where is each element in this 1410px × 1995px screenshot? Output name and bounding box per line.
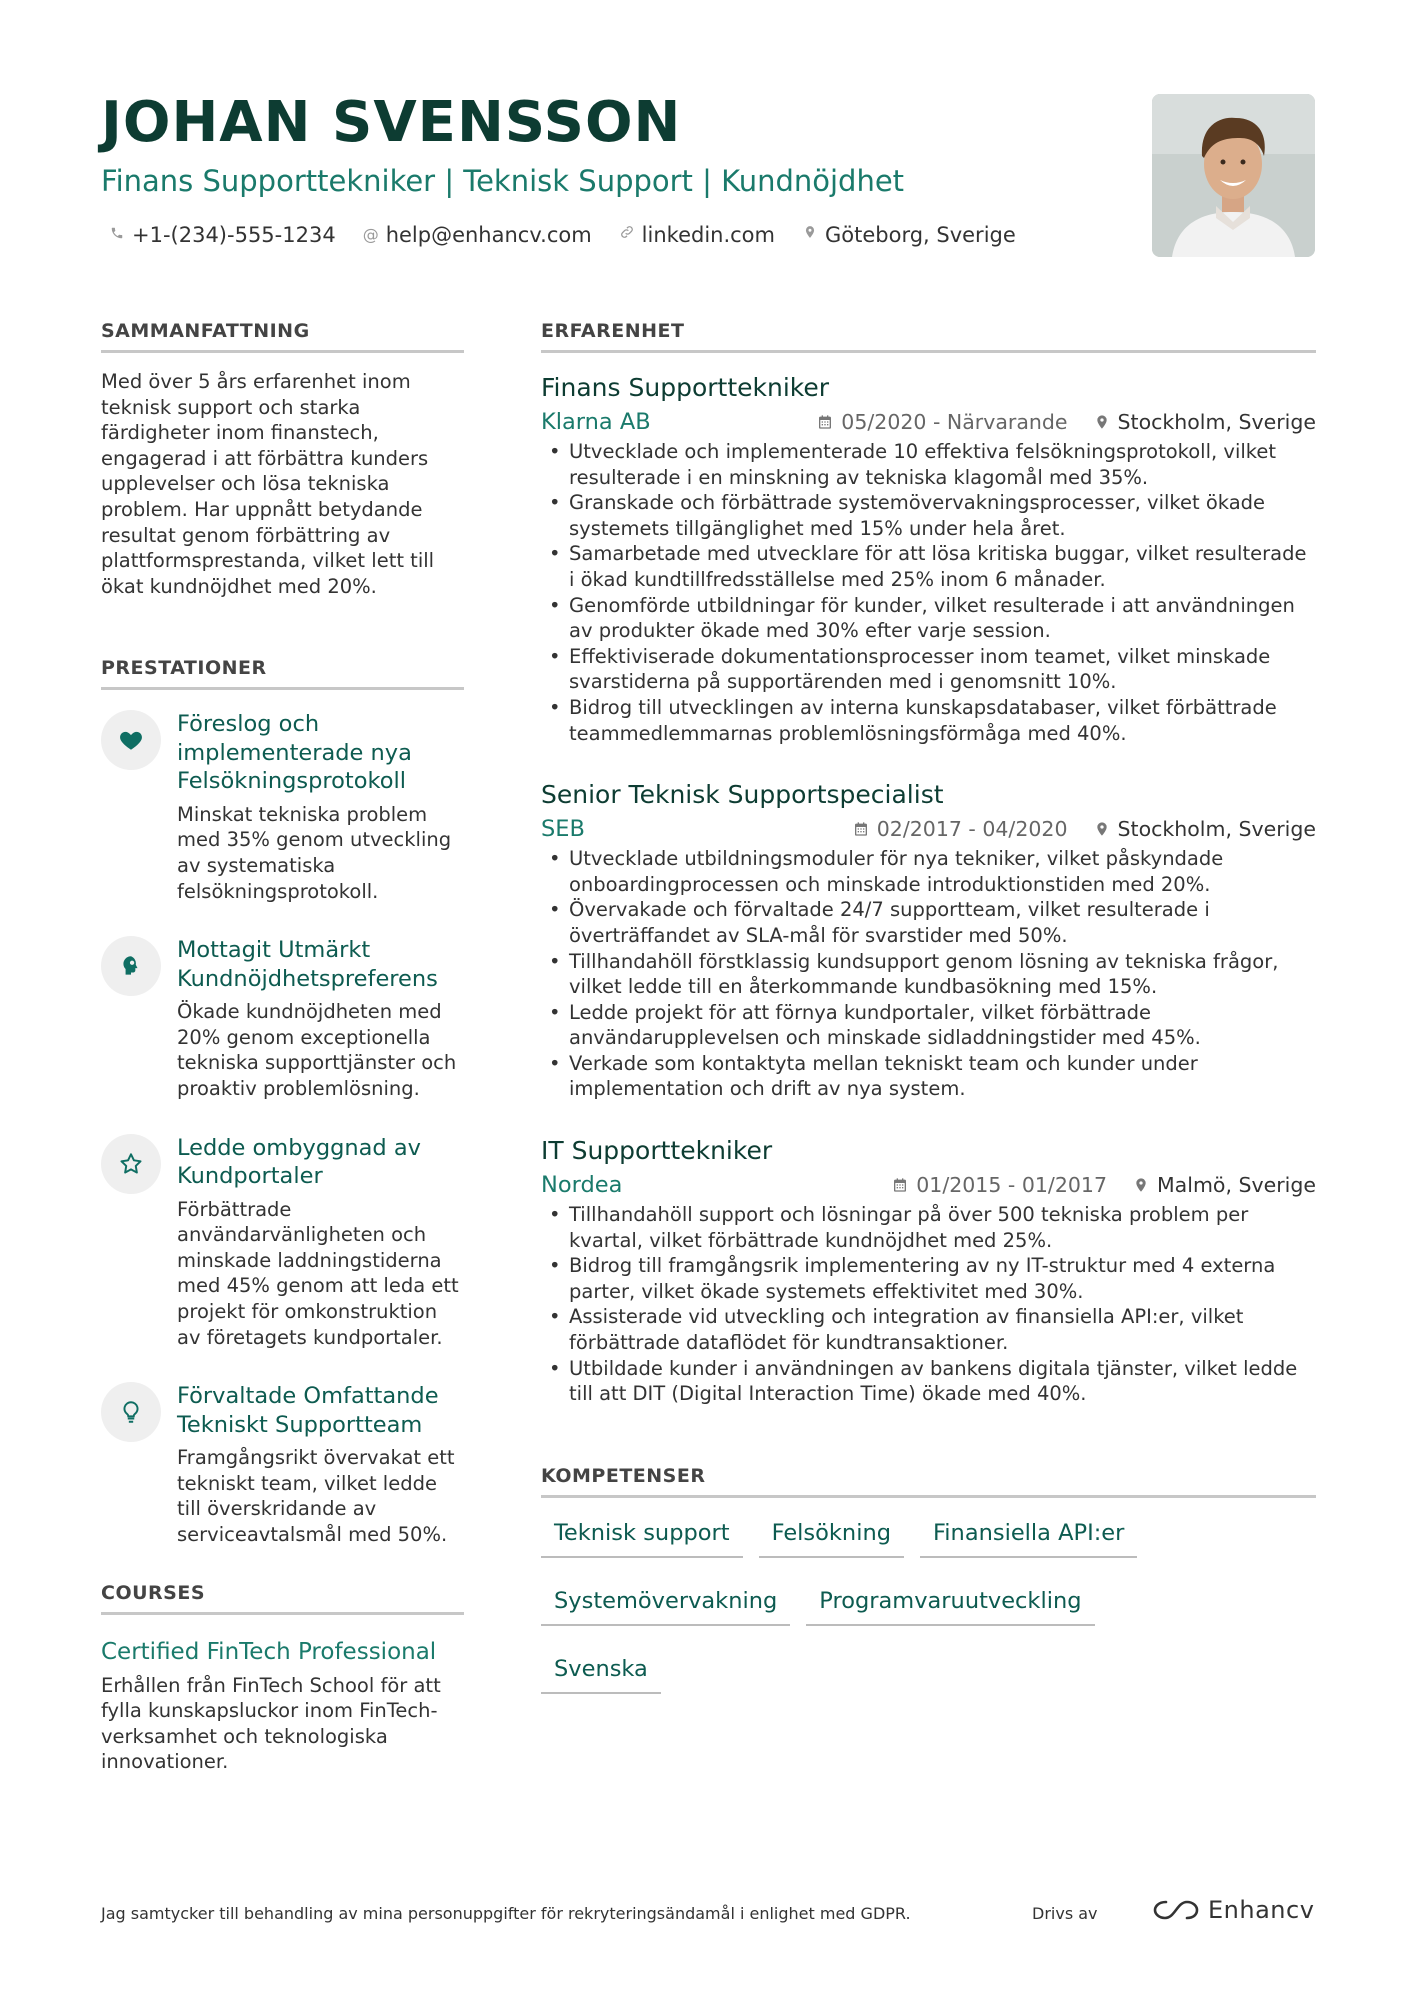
job-location: Stockholm, Sverige bbox=[1117, 410, 1316, 434]
brain-icon bbox=[101, 936, 161, 996]
job-bullets bbox=[541, 846, 1316, 1102]
contact-email-text: help@enhancv.com bbox=[385, 223, 592, 247]
candidate-name: JOHAN SVENSSON bbox=[101, 90, 682, 155]
skills-list bbox=[541, 1510, 1181, 1694]
courses-section bbox=[101, 1580, 464, 1775]
contact-bar bbox=[108, 220, 1016, 250]
contact-linkedin-text: linkedin.com bbox=[641, 223, 775, 247]
bullet-item: • Bidrog till framgångsrik implementering av ny IT-struktur med 4 externa parter, vilket ökade systemets effektivitet med 30%. bbox=[541, 1253, 1316, 1304]
enhancv-logo-icon bbox=[1152, 1897, 1200, 1923]
bullet-item: • Utbildade kunder i användningen av bankens digitala tjänster, vilket ledde till att DIT (Digital Interaction Time) ökade med 40%. bbox=[541, 1356, 1316, 1407]
contact-location bbox=[801, 220, 1016, 250]
heart-icon bbox=[101, 710, 161, 770]
summary-text: Med över 5 års erfarenhet inom teknisk support och starka färdigheter inom finanstech, engagerad i att förbättra kunders upplevelser och lösa tekniska problem. Har uppnått betydande resultat genom förbättring av plattformsprestanda, vilket lett till ökat kundnöjdhet med 20%. bbox=[101, 370, 435, 598]
job-company: Klarna AB bbox=[541, 409, 651, 435]
bullet-item: • Tillhandahöll förstklassig kundsupport genom lösning av tekniska frågor, vilket ledde till en återkommande kundbasökning med 15%. bbox=[541, 949, 1316, 1000]
job-title: IT Supporttekniker bbox=[541, 1136, 773, 1166]
calendar-icon bbox=[892, 1177, 908, 1193]
phone-icon bbox=[108, 220, 126, 250]
achievement-title: Föreslog och implementerade nya Felsökningsprotokoll bbox=[177, 711, 412, 795]
achievement-item bbox=[101, 710, 464, 904]
achievement-description: Minskat tekniska problem med 35% genom utveckling av systematiska felsökningsprotokoll. bbox=[177, 802, 452, 903]
achievement-title: Förvaltade Omfattande Tekniskt Supportteam bbox=[177, 1383, 439, 1438]
job-entry bbox=[541, 778, 1316, 1102]
bullet-item: • Verkade som kontaktyta mellan tekniskt team och kunder under implementation och drift av nya system. bbox=[541, 1051, 1316, 1102]
job-date: 02/2017 - 04/2020 bbox=[876, 817, 1068, 842]
contact-linkedin[interactable] bbox=[618, 220, 775, 250]
lightbulb-icon bbox=[101, 1382, 161, 1442]
bullet-item: • Ledde projekt för att förnya kundportaler, vilket förbättrade användarupplevelsen och minskade sidladdningstider med 45%. bbox=[541, 1000, 1316, 1051]
skill-tag: Systemövervakning bbox=[541, 1578, 790, 1626]
achievement-title: Mottagit Utmärkt Kundnöjdhetspreferens bbox=[177, 937, 438, 992]
experience-heading: ERFARENHET bbox=[541, 318, 1316, 353]
contact-location-text: Göteborg, Sverige bbox=[824, 223, 1016, 247]
skills-section bbox=[541, 1463, 1316, 1694]
bullet-item: • Utvecklade utbildningsmoduler för nya tekniker, vilket påskyndade onboardingprocessen och minskade introduktionstiden med 20%. bbox=[541, 846, 1316, 897]
job-location: Malmö, Sverige bbox=[1157, 1173, 1316, 1198]
summary-section bbox=[101, 318, 464, 599]
link-icon bbox=[618, 220, 636, 250]
location-pin-icon bbox=[801, 220, 819, 250]
skill-tag: Svenska bbox=[541, 1646, 661, 1694]
calendar-icon bbox=[817, 414, 833, 430]
calendar-icon bbox=[853, 821, 869, 837]
job-date: 05/2020 - Närvarande bbox=[841, 410, 1068, 434]
powered-by-label: Drivs av bbox=[1032, 1904, 1098, 1923]
profile-photo bbox=[1152, 94, 1315, 257]
gdpr-consent: Jag samtycker till behandling av mina personuppgifter för rekryteringsändamål i enlighet med GDPR. bbox=[101, 1904, 911, 1923]
job-company: SEB bbox=[541, 816, 585, 843]
contact-phone-text: +1-(234)-555-1234 bbox=[132, 223, 336, 247]
skill-tag: Felsökning bbox=[759, 1510, 904, 1558]
achievement-title: Ledde ombyggnad av Kundportaler bbox=[177, 1134, 421, 1190]
achievement-item bbox=[101, 1134, 464, 1351]
skill-tag: Finansiella API:er bbox=[920, 1510, 1137, 1558]
course-description: Erhållen från FinTech School för att fylla kunskapsluckor inom FinTech-verksamhet och teknologiska innovationer. bbox=[101, 1673, 441, 1774]
skill-tag: Programvaruutveckling bbox=[806, 1578, 1094, 1626]
skills-heading: KOMPETENSER bbox=[541, 1463, 1316, 1498]
summary-heading: SAMMANFATTNING bbox=[101, 318, 464, 353]
location-pin-icon bbox=[1133, 1177, 1149, 1193]
courses-heading: COURSES bbox=[101, 1580, 464, 1615]
candidate-tagline: Finans Supporttekniker | Teknisk Support | Kundnöjdhet bbox=[101, 164, 905, 198]
bullet-item: • Genomförde utbildningar för kunder, vilket resulterade i att användningen av produkter ökade med 30% efter varje session. bbox=[541, 593, 1316, 644]
achievements-section bbox=[101, 655, 464, 1547]
left-column bbox=[101, 318, 464, 1775]
enhancv-brand: Enhancv bbox=[1208, 1896, 1315, 1924]
bullet-item: • Samarbetade med utvecklare för att lösa kritiska buggar, vilket resulterade i ökad kundtillfredsställelse med 25% inom 6 månader. bbox=[541, 541, 1316, 592]
bullet-item: • Bidrog till utvecklingen av interna kunskapsdatabaser, vilket förbättrade teammedlemmarnas problemlösningsförmåga med 40%. bbox=[541, 695, 1316, 746]
contact-email[interactable] bbox=[362, 220, 592, 250]
contact-phone[interactable] bbox=[108, 220, 336, 250]
experience-section bbox=[541, 318, 1316, 1407]
enhancv-logo[interactable] bbox=[1152, 1896, 1314, 1924]
bullet-item: • Utvecklade och implementerade 10 effektiva felsökningsprotokoll, vilket resulterade i en minskning av tekniska klagomål med 35%. bbox=[541, 439, 1316, 490]
skill-tag: Teknisk support bbox=[541, 1510, 743, 1558]
location-pin-icon bbox=[1094, 821, 1110, 837]
achievements-heading: PRESTATIONER bbox=[101, 655, 464, 690]
job-date: 01/2015 - 01/2017 bbox=[916, 1173, 1107, 1198]
job-bullets bbox=[541, 1202, 1316, 1407]
bullet-item: • Assisterade vid utveckling och integration av finansiella API:er, vilket förbättrade dataflödet för kundtransaktioner. bbox=[541, 1304, 1316, 1355]
job-company: Nordea bbox=[541, 1172, 623, 1199]
bullet-item: • Effektiviserade dokumentationsprocesser inom teamet, vilket minskade svarstiderna på supportärenden med i genomsnitt 10%. bbox=[541, 644, 1316, 695]
job-location: Stockholm, Sverige bbox=[1117, 817, 1316, 842]
bullet-item: • Granskade och förbättrade systemövervakningsprocesser, vilket ökade systemets tillgänglighet med 15% under hela året. bbox=[541, 490, 1316, 541]
job-title: Finans Supporttekniker bbox=[541, 373, 830, 402]
job-bullets bbox=[541, 439, 1316, 746]
job-entry bbox=[541, 1134, 1316, 1407]
achievement-item bbox=[101, 936, 464, 1101]
achievement-description: Framgångsrikt övervakat ett tekniskt team, vilket ledde till överskridande av serviceavtalsmål med 50%. bbox=[177, 1446, 455, 1546]
right-column bbox=[541, 318, 1316, 1694]
achievement-description: Ökade kundnöjdheten med 20% genom exceptionella tekniska supporttjänster och proaktiv problemlösning. bbox=[177, 1000, 457, 1100]
achievement-description: Förbättrade användarvänligheten och minskade laddningstiderna med 45% genom att leda ett projekt för omkonstruktion av företagets kundportaler. bbox=[177, 1197, 459, 1349]
bullet-item: • Tillhandahöll support och lösningar på över 500 tekniska problem per kvartal, vilket förbättrade kundnöjdhet med 25%. bbox=[541, 1202, 1316, 1253]
job-title: Senior Teknisk Supportspecialist bbox=[541, 780, 944, 810]
course-title: Certified FinTech Professional bbox=[101, 1638, 437, 1665]
star-icon bbox=[101, 1134, 161, 1194]
job-entry bbox=[541, 371, 1316, 746]
bullet-item: • Övervakade och förvaltade 24/7 supportteam, vilket resulterade i överträffandet av SLA-mål för svarstider med 50%. bbox=[541, 897, 1316, 948]
location-pin-icon bbox=[1094, 414, 1110, 430]
at-icon: @ bbox=[362, 225, 379, 244]
achievement-item bbox=[101, 1382, 464, 1547]
